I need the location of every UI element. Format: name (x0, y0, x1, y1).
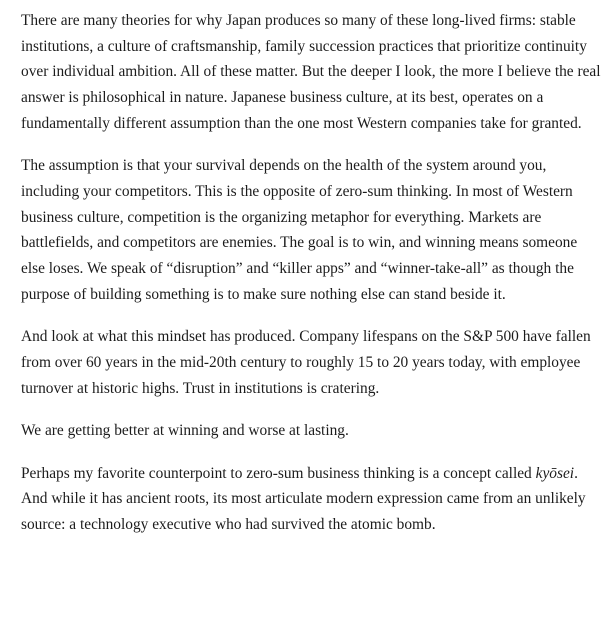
article-body (21, 8, 601, 538)
kyosei-closing-text: . And while it has ancient roots, its most articulate modern expression came from an unlikely source: a technology executive who had survived the atomic bomb. (21, 464, 586, 534)
paragraph-kyosei (21, 461, 601, 538)
kyosei-intro-text: Perhaps my favorite counterpoint to zero-sum business thinking is a concept called (21, 464, 536, 482)
paragraph-company-lifespans: And look at what this mindset has produced. Company lifespans on the S&P 500 have fallen from over 60 years in the mid-20th century to roughly 15 to 20 years today, with employee turnover at historic highs. Trust in institutions is cratering. (21, 328, 591, 397)
paragraph-long-lived-firms: There are many theories for why Japan produces so many of these long-lived firms: stable institutions, a culture of craftsmanship, family succession practices that prioritize continuity over individual ambition. All of these matter. But the deeper I look, the more I believe the real answer is philosophical in nature. Japanese business culture, at its best, operates on a fundamentally different assumption than the one most Western companies take for granted. (21, 12, 601, 132)
paragraph-zero-sum-assumption: The assumption is that your survival depends on the health of the system around you, including your competitors. This is the opposite of zero-sum thinking. In most of Western business culture, competition is the organizing metaphor for everything. Markets are battlefields, and competitors are enemies. The goal is to win, and winning means someone else loses. We speak of “disruption” and “killer apps” and “winner-take-all” as though the purpose of building something is to make sure nothing else can stand beside it. (21, 157, 578, 303)
paragraph-winning-vs-lasting: We are getting better at winning and worse at lasting. (21, 422, 349, 440)
kyosei-term: kyōsei (535, 464, 575, 482)
